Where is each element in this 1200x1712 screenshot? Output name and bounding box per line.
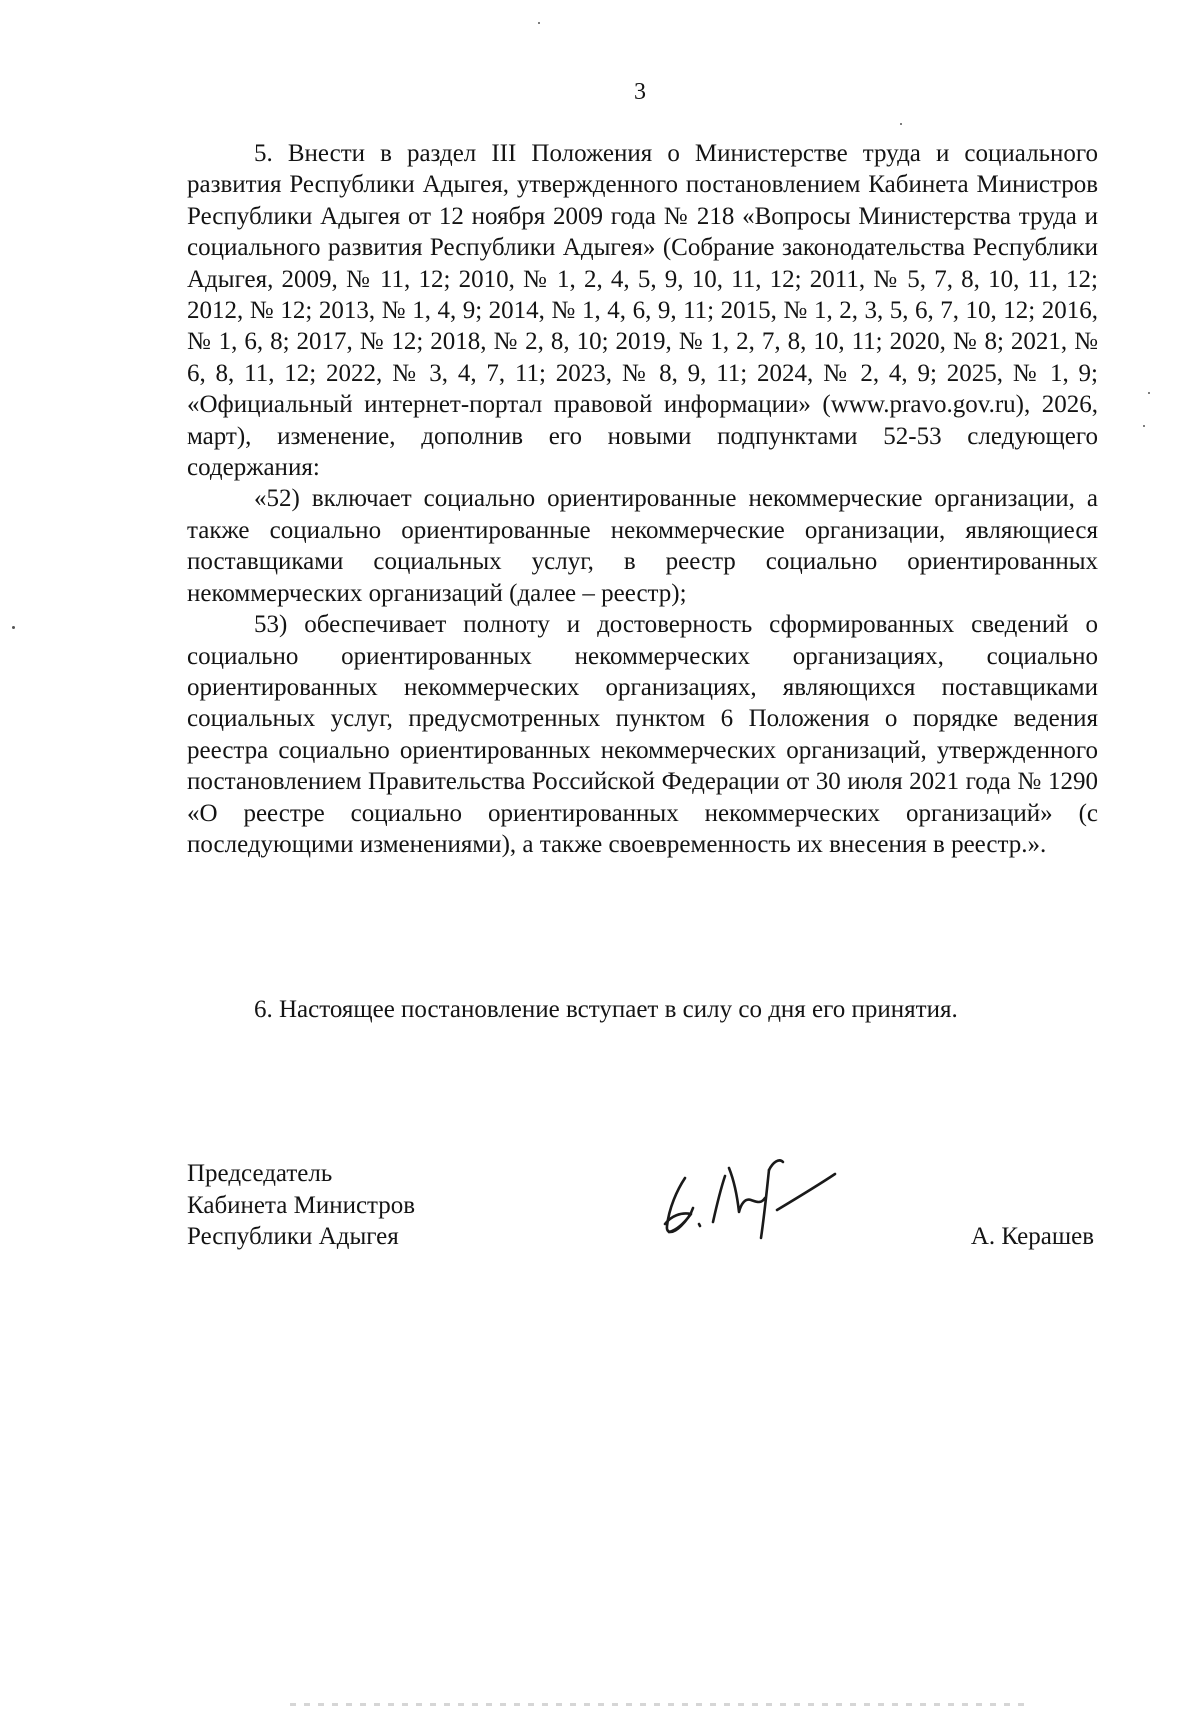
scan-speck (1143, 425, 1145, 427)
signer-position-line: Республики Адыгея (187, 1223, 399, 1250)
scan-speck (12, 626, 15, 629)
paragraph-6: 6. Настоящее постановление вступает в силу со дня его принятия. (254, 996, 958, 1023)
paragraph-5-intro: 5. Внести в раздел III Положения о Министерстве труда и социального развития Республики Адыгея, утвержденного постановлением Кабинета Министров Республики Адыгея от 12 ноября 2009 года № 218 «Вопросы Министерства труда и социального развития Республики Адыгея» (Собрание законодательства Республики Адыгея, 2009, № 11, 12; 2010, № 1, 2, 4, 5, 9, 10, 11, 12; 2011, № 5, 7, 8, 10, 11, 12; 2012, № 12; 2013, № 1, 4, 9; 2014, № 1, 4, 6, 9, 11; 2015, № 1, 2, 3, 5, 6, 7, 10, 12; 2016, № 1, 6, 8; 2017, № 12; 2018, № 2, 8, 10; 2019, № 1, 2, 7, 8, 10, 11; 2020, № 8; 2021, № 6, 8, 11, 12; 2022, № 3, 4, 7, 11; 2023, № 8, 9, 11; 2024, № 2, 4, 9; 2025, № 1, 9; «Официальный интернет-портал правовой информации» (www.pravo.gov.ru), 2026, март), изменение, дополнив его новыми подпунктами 52-53 следующего содержания: (187, 140, 1098, 482)
handwritten-signature (647, 1138, 867, 1248)
scan-speck (1148, 392, 1150, 394)
signature-block (187, 1158, 1098, 1268)
scan-speck (900, 123, 902, 125)
subpoint-53: 53) обеспечивает полноту и достоверность сформированных сведений о социально ориентированных некоммерческих организациях, социально ориентированных некоммерческих организациях, являющихся поставщиками социальных услуг, предусмотренных пунктом 6 Положения о порядке ведения реестра социально ориентированных некоммерческих организаций, утвержденного постановлением Правительства Российской Федерации от 30 июля 2021 года № 1290 «О реестре социально ориентированных некоммерческих организаций» (с последующими изменениями), а также своевременность их внесения в реестр.». (187, 611, 1098, 858)
page-number: 3 (634, 79, 646, 105)
signer-position (187, 1158, 415, 1253)
scan-edge-artifact (290, 1703, 1030, 1706)
subpoint-52: «52) включает социально ориентированные некоммерческие организации, а также социально ориентированные некоммерческие организации, являющиеся поставщиками социальных услуг, в реестр социально ориентированных некоммерческих организаций (далее – реестр); (187, 485, 1098, 607)
signer-name: А. Керашев (970, 1223, 1094, 1250)
scan-speck (538, 22, 540, 24)
signer-position-line: Кабинета Министров (187, 1191, 416, 1219)
signer-position-line: Председатель (187, 1160, 333, 1187)
paragraph-5 (187, 138, 1098, 860)
